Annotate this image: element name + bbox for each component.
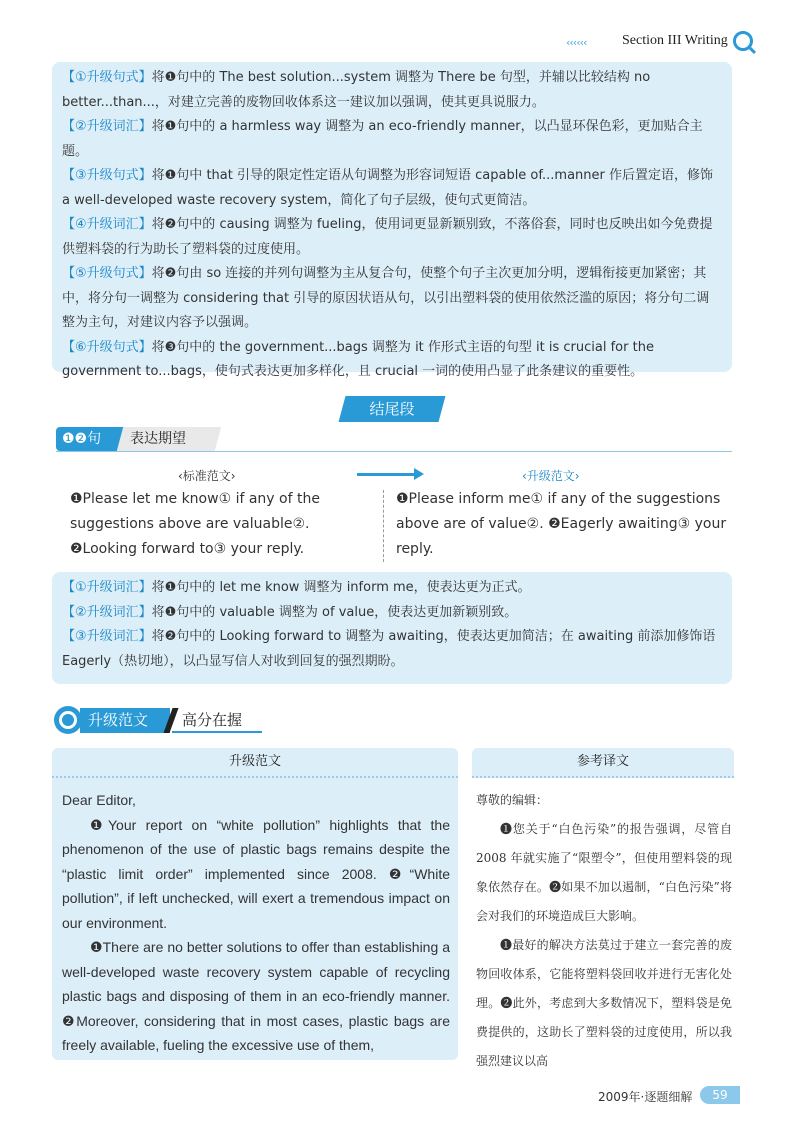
essay-salutation: Dear Editor,	[62, 792, 136, 808]
standard-text: ❶Please let me know① if any of the suggestions above are valuable②. ❷Looking forward to③ your reply.	[70, 491, 320, 557]
translation-salutation: 尊敬的编辑：	[476, 793, 549, 807]
high-score-label: 高分在握	[172, 708, 262, 733]
translation-body	[472, 778, 734, 1076]
upgraded-essay-label: 升级范文	[80, 708, 170, 733]
upgrade-text: ❶Please inform me① if any of the suggestions above are of value②. ❷Eagerly awaiting③ your reply.	[396, 491, 727, 557]
note-text: 将❶句中的 a harmless way 调整为 an eco-friendly manner，以凸显环保色彩，更加贴合主题。	[62, 119, 703, 159]
note-text: 将❷句由 so 连接的并列句调整为主从复合句，使整个句子主次更加分明，逻辑衔接更加紧密；其中，将分句一调整为 considering that 引导的原因状语从句，以引出塑料袋的使用依然泛滥的原因；将分句二调整为主句，对建议内容予以强调。	[62, 266, 710, 330]
note-tag: 【③升级句式】	[62, 168, 152, 183]
note-tag: 【⑤升级句式】	[62, 266, 152, 281]
note-item	[62, 336, 722, 385]
note-item	[62, 164, 722, 213]
notes-top-list	[52, 62, 732, 385]
note-item	[62, 66, 722, 115]
section-title: 结尾段	[369, 400, 415, 418]
note-tag: 【③升级词汇】	[62, 629, 152, 644]
note-tag: 【①升级词汇】	[62, 580, 152, 595]
note-text: 将❷句中的 Looking forward to 调整为 awaiting，使表达更加简洁；在 awaiting 前添加修饰语 Eagerly（热切地），以凸显写信人对收到回复的强烈期盼。	[62, 629, 716, 669]
note-tag: 【②升级词汇】	[62, 119, 152, 134]
header-chevrons: ‹‹‹‹‹‹	[566, 36, 587, 49]
notes-mid-box	[52, 572, 732, 684]
essay-paragraph: ❶Your report on “white pollution” highlights that the phenomenon of the use of plastic bags remains despite the “plastic limit order” implemented since 2008. ❷“White pollution”, if left unchecked, will exert a tremendous impact on our environment.	[62, 816, 450, 931]
essay-column-header: 升级范文	[52, 748, 458, 778]
magnifier-icon	[54, 706, 82, 734]
arrow-right-icon	[414, 468, 424, 480]
note-text: 将❶句中的 valuable 调整为 of value，使表达更加新颖别致。	[151, 604, 518, 620]
magnifier-icon	[733, 31, 753, 51]
note-tag: 【⑥升级句式】	[62, 339, 152, 355]
header-section-title: Section III Writing	[622, 33, 728, 48]
note-text: 将❶句中的 let me know 调整为 inform me，使表达更为正式。	[151, 580, 531, 595]
compare-divider	[383, 490, 384, 562]
notes-top-box	[52, 62, 732, 379]
note-tag: 【②升级词汇】	[62, 604, 152, 620]
note-item	[62, 601, 722, 626]
note-item	[62, 213, 722, 262]
translation-column-header: 参考译文	[472, 748, 734, 778]
notes-mid-list	[52, 572, 732, 674]
essay-paragraph: ❶There are no better solutions to offer than establishing a well-developed waste recovery system capable of recycling plastic bags and disposing of them in an eco-friendly manner. ❷Moreover, considering that in most cases, plastic bags are freely available, fueling the excessive use of them,	[62, 939, 450, 1053]
note-item	[62, 115, 722, 164]
label-underline	[56, 451, 732, 452]
note-item	[62, 262, 722, 336]
footer-text: 2009年·逐题细解	[598, 1090, 693, 1104]
sentence-number-label: ❶❷句	[56, 427, 126, 451]
sentence-topic-label	[117, 427, 221, 451]
note-text: 将❷句中的 causing 调整为 fueling，使用词更显新颖别致，不落俗套，同时也反映出如今免费提供塑料袋的行为助长了塑料袋的过度使用。	[62, 217, 713, 257]
note-text: 将❶句中 that 引导的限定性定语从句调整为形容词短语 capable of...manner 作后置定语，修饰 a well-developed waste recovery system，简化了句子层级，使句式更简洁。	[62, 168, 713, 208]
standard-title: ‹标准范文›	[178, 469, 236, 483]
page-number: 59	[700, 1086, 740, 1104]
note-item	[62, 576, 722, 601]
note-text: 将❸句中的 the government...bags 调整为 it 作形式主语的句型 it is crucial for the government to...bags，使句式表达更加多样化，且 crucial 一词的使用凸显了此条建议的重要性。	[62, 339, 654, 379]
essay-body	[52, 778, 458, 1058]
note-tag: 【④升级词汇】	[62, 217, 152, 232]
translation-paragraph: ❶您关于“白色污染”的报告强调，尽管自 2008 年就实施了“限塑令”，但使用塑料袋的现象依然存在。❷如果不加以遏制，“白色污染”将会对我们的环境造成巨大影响。	[476, 822, 732, 923]
arrow-line	[357, 473, 417, 476]
note-tag: 【①升级句式】	[62, 70, 152, 85]
translation-paragraph: ❶最好的解决方法莫过于建立一套完善的废物回收体系，它能将塑料袋回收并进行无害化处理。❷此外，考虑到大多数情况下，塑料袋是免费提供的，这助长了塑料袋的过度使用，所以我强烈建议以高	[476, 938, 732, 1068]
translation-box	[472, 748, 734, 1068]
sentence-topic-text: 表达期望	[130, 431, 186, 447]
note-item	[62, 625, 722, 674]
note-text: 将❶句中的 The best solution...system 调整为 There be 句型，并辅以比较结构 no better...than...，对建立完善的废物回收体系这一建议加以强调，使其更具说服力。	[62, 70, 651, 110]
essay-box	[52, 748, 458, 1060]
upgrade-title: ‹升级范文›	[522, 469, 580, 483]
